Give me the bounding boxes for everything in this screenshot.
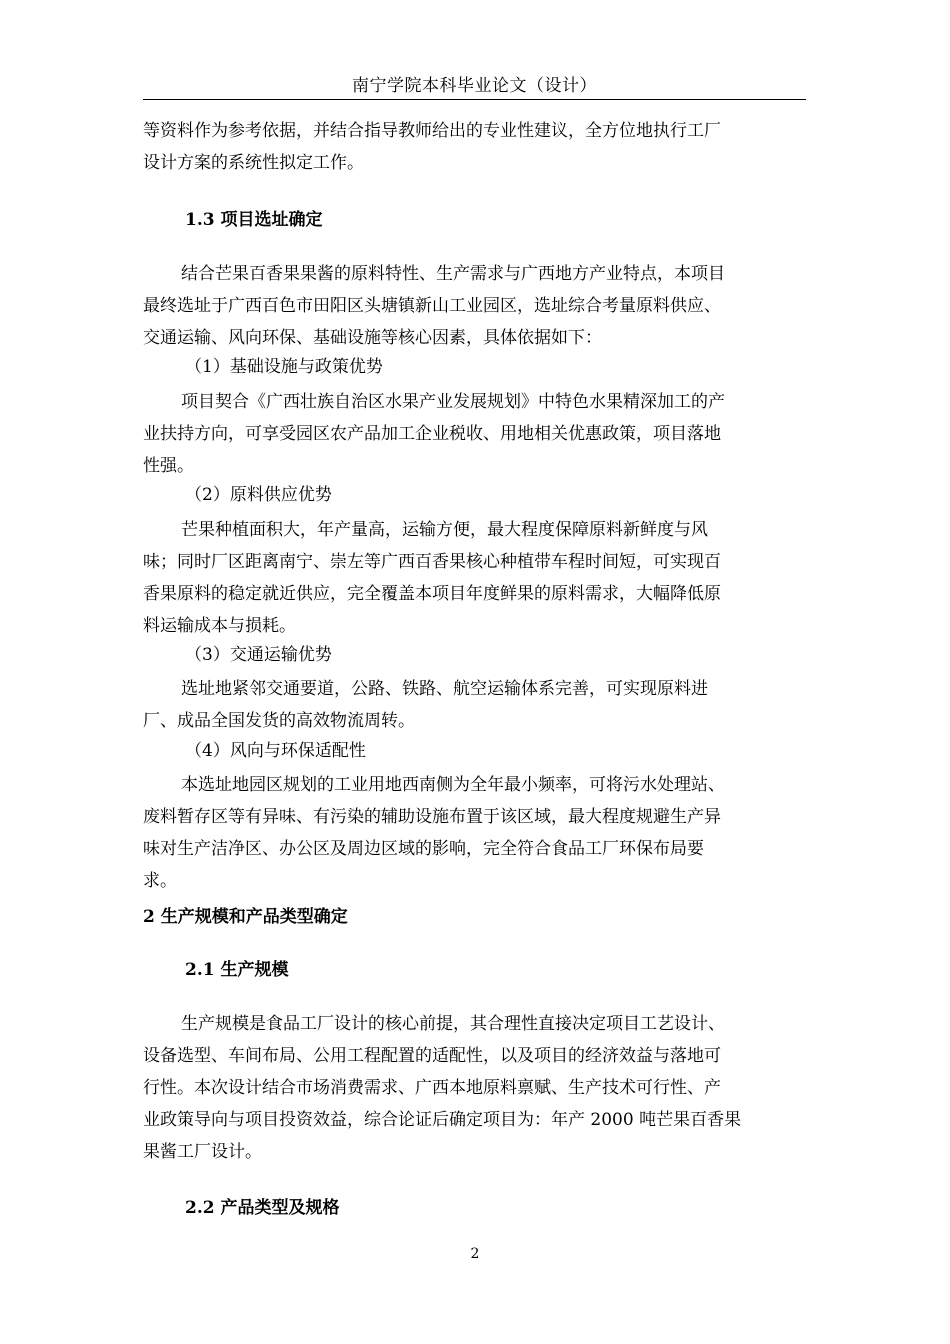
text-line: 最终选址于广西百色市田阳区头塘镇新山工业园区，选址综合考量原料供应、 xyxy=(143,296,721,316)
text-line: 味对生产洁净区、办公区及周边区域的影响，完全符合食品工厂环保布局要 xyxy=(143,839,704,859)
paragraph-policy xyxy=(143,386,806,482)
section-heading-2-2: 2.2 产品类型及规格 xyxy=(185,1198,340,1218)
text-line: 业政策导向与项目投资效益，综合论证后确定项目为：年产 2000 吨芒果百香果 xyxy=(143,1110,742,1130)
text-line: 等资料作为参考依据，并结合指导教师给出的专业性建议，全方位地执行工厂 xyxy=(143,121,721,141)
paragraph-environment xyxy=(143,769,806,897)
paragraph-transport xyxy=(143,673,806,737)
text-line: 求。 xyxy=(143,871,177,891)
paragraph-raw-material xyxy=(143,514,806,642)
paragraph-production-scale xyxy=(143,1008,806,1168)
text-line: 味；同时厂区距离南宁、崇左等广西百香果核心种植带车程时间短，可实现百 xyxy=(143,552,721,572)
paragraph-site-selection xyxy=(143,258,806,354)
chapter-heading-2: 2 生产规模和产品类型确定 xyxy=(143,907,348,927)
text-line: 本选址地园区规划的工业用地西南侧为全年最小频率，可将污水处理站、 xyxy=(181,775,725,795)
text-line: 选址地紧邻交通要道，公路、铁路、航空运输体系完善，可实现原料进 xyxy=(181,679,708,699)
text-line: 交通运输、风向环保、基础设施等核心因素，具体依据如下： xyxy=(143,328,602,348)
list-item-raw-material: （2）原料供应优势 xyxy=(185,485,332,505)
text-line: 结合芒果百香果果酱的原料特性、生产需求与广西地方产业特点，本项目 xyxy=(181,264,725,284)
text-line: 项目契合《广西壮族自治区水果产业发展规划》中特色水果精深加工的产 xyxy=(181,392,725,412)
text-line: 芒果种植面积大，年产量高，运输方便，最大程度保障原料新鲜度与风 xyxy=(181,520,708,540)
text-line: 设计方案的系统性拟定工作。 xyxy=(143,153,364,173)
page-number: 2 xyxy=(470,1246,480,1262)
header-rule xyxy=(143,99,806,100)
text-line: 生产规模是食品工厂设计的核心前提，其合理性直接决定项目工艺设计、 xyxy=(181,1014,725,1034)
text-line: 性强。 xyxy=(143,456,194,476)
text-line: 香果原料的稳定就近供应，完全覆盖本项目年度鲜果的原料需求，大幅降低原 xyxy=(143,584,721,604)
text-line: 业扶持方向，可享受园区农产品加工企业税收、用地相关优惠政策，项目落地 xyxy=(143,424,721,444)
text-line: 厂、成品全国发货的高效物流周转。 xyxy=(143,711,415,731)
section-heading-2-1: 2.1 生产规模 xyxy=(185,960,289,980)
section-heading-1-3: 1.3 项目选址确定 xyxy=(185,210,323,230)
list-item-transport: （3）交通运输优势 xyxy=(185,645,332,665)
page-header: 南宁学院本科毕业论文（设计） xyxy=(352,76,597,96)
text-line: 废料暂存区等有异味、有污染的辅助设施布置于该区域，最大程度规避生产异 xyxy=(143,807,721,827)
text-line: 行性。本次设计结合市场消费需求、广西本地原料禀赋、生产技术可行性、产 xyxy=(143,1078,721,1098)
list-item-environment: （4）风向与环保适配性 xyxy=(185,741,366,761)
paragraph-continuation xyxy=(143,115,806,179)
list-item-infrastructure: （1）基础设施与政策优势 xyxy=(185,357,383,377)
text-line: 料运输成本与损耗。 xyxy=(143,616,296,636)
text-line: 果酱工厂设计。 xyxy=(143,1142,262,1162)
text-line: 设备选型、车间布局、公用工程配置的适配性，以及项目的经济效益与落地可 xyxy=(143,1046,721,1066)
